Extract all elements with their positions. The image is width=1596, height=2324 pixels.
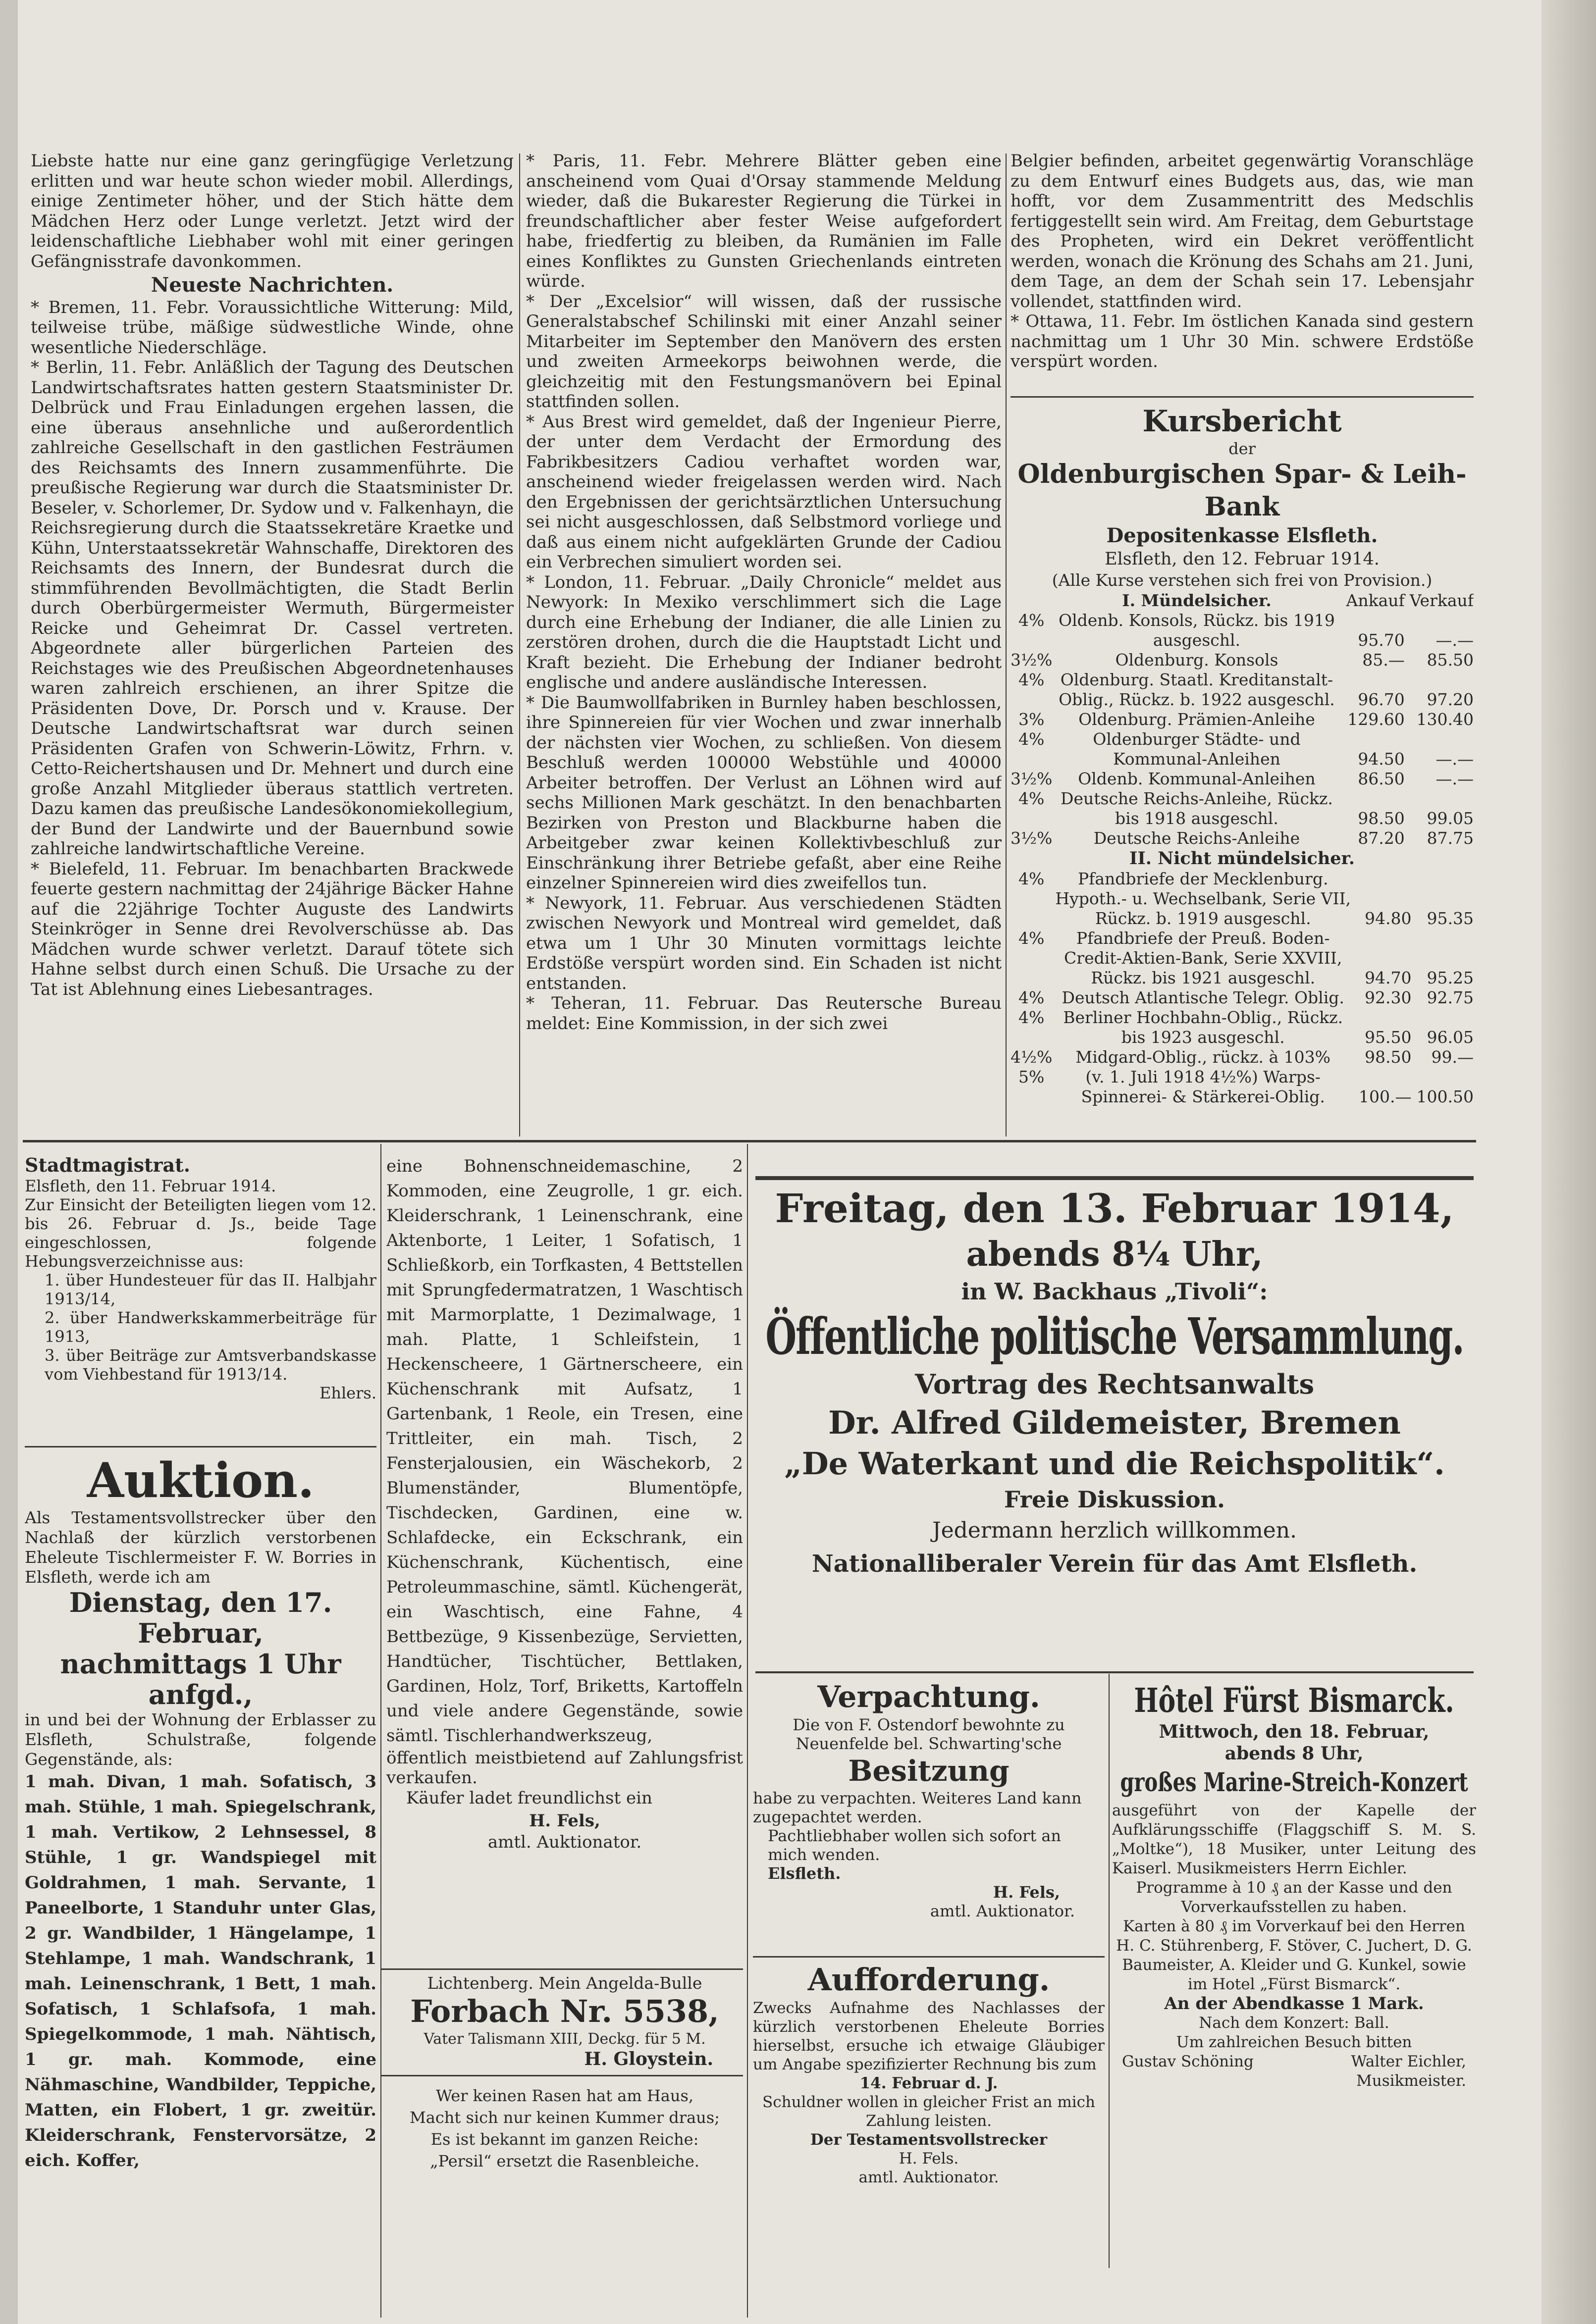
bismarck-text: Programme à 10 ₰ an der Kasse und den Vorverkaufsstellen zu haben. — [1136, 1879, 1452, 1916]
kursbericht-box — [1011, 404, 1474, 1139]
bismarck-text: Um zahlreichen Besuch bitten — [1176, 2033, 1412, 2051]
rate-cell: 3½% — [1011, 769, 1053, 788]
aufforderung-signature: Der Testamentsvollstrecker — [810, 2131, 1048, 2149]
sell-cell: —.— — [1436, 630, 1474, 650]
name-cell: Pfandbriefe der Preuß. Boden-Credit-Aktien-Bank, Serie XXVIII, Rückz. bis 1921 ausgeschl. — [1064, 929, 1342, 987]
section-heading: Neueste Nachrichten. — [151, 273, 394, 297]
aufforderung-title: Aufforderung. — [807, 1962, 1050, 1998]
sell-cell: 96.05 — [1427, 1028, 1474, 1047]
article-paris: * Paris, 11. Febr. Mehrere Blätter geben eine anscheinend vom Quai d'Orsay stammende Meldung wieder, daß die Bukarester Regierung die Türkei in freundschaftlicher aber fester Weise aufgefordert habe, friedfertig zu bleiben, da Rumänien im Falle eines Konfliktes zu Gunsten Griechenlands eintreten würde. — [526, 151, 1002, 291]
table-row — [1011, 789, 1474, 828]
name-cell: Oldenburg. Staatl. Kreditanstalt-Oblig., Rückz. b. 1922 ausgeschl. — [1059, 670, 1335, 709]
versammlung-subtitle: Vortrag des Rechtsanwalts — [915, 1368, 1314, 1400]
name-cell: Oldenburg. Konsols — [1115, 650, 1278, 670]
sell-cell: 92.75 — [1427, 988, 1474, 1007]
name-cell: Oldenb. Kommunal-Anleihen — [1078, 769, 1316, 788]
stadtmagistrat-notice — [25, 1154, 376, 1441]
rate-cell: 4% — [1018, 611, 1045, 630]
right-page-edge — [1542, 0, 1596, 2324]
auktion-items: 1 mah. Divan, 1 mah. Sofatisch, 3 mah. Stühle, 1 mah. Spiegelschrank, 1 mah. Vertikow, 2 Lehnsessel, 8 Stühle, 1 gr. Wandspiegel mit Goldrahmen, 1 mah. Servante, 1 Paneelborte, 1 Standuhr unter Glas, 2 gr. Wandbilder, 1 Hängelampe, 1 Stehlampe, 1 mah. Wandschrank, 1 mah. Leinenschrank, 1 Bett, 1 mah. Sofatisch, 1 Schlafsofa, 1 mah. Spiegelkommode, 1 mah. Nähtisch, 1 gr. mah. Kommode, eine Nähmaschine, Wandbilder, Teppiche, Matten, ein Flobert, 1 gr. zweitür. Kleiderschrank, Fenstervorsätze, 2 eich. Koffer, — [25, 1772, 376, 2170]
forbach-ad — [386, 1973, 743, 2070]
versammlung-title: Öffentliche politische Versammlung. — [765, 1306, 1464, 1366]
divider — [381, 1968, 743, 1970]
article-bremen: * Bremen, 11. Febr. Voraussichtliche Witterung: Mild, teilweise trübe, mäßige südwestliche Winde, ohne wesentliche Niederschläge. — [31, 297, 514, 358]
kurs-bank: Oldenburgischen Spar- & Leih-Bank — [1017, 459, 1467, 522]
auktion-ad-continued — [386, 1154, 743, 1966]
bismarck-text: ausgeführt von der Kapelle der Aufklärungsschiffe (Flaggschiff S. M. S. „Moltke“), 18 Musiker, unter Leitung des Kaiserl. Musikmeisters Herrn Eichler. — [1112, 1802, 1476, 1877]
news-column-2 — [526, 151, 1002, 1136]
buy-cell: 96.70 — [1358, 690, 1405, 709]
kurs-note: (Alle Kurse verstehen sich frei von Provision.) — [1052, 570, 1433, 590]
article-burnley: * Die Baumwollfabriken in Burnley haben beschlossen, ihre Spinnereien für vier Wochen und zwar innerhalb der nächsten vier Wochen, zu schließen. Von diesem Beschluß werden 100000 Webstühle und 40000 Arbeiter betroffen. Der Verlust an Löhnen wird auf sechs Millionen Mark geschätzt. In den benachbarten Bezirken von Preston und Blackburne haben die Arbeitgeber zwar keinen Kollektivbeschluß zur Einschränkung ihrer Betriebe gefaßt, aber eine Reihe einzelner Spinnereien wird dies zweifellos tun. — [526, 692, 1002, 893]
persil-line: Es ist bekannt im ganzen Reiche: — [430, 2130, 699, 2149]
buy-cell: 95.70 — [1358, 630, 1405, 650]
sell-cell: 99.05 — [1427, 809, 1474, 828]
versammlung-ad — [755, 1184, 1474, 1664]
column-divider — [1109, 1674, 1110, 2268]
article-berlin: * Berlin, 11. Febr. Anläßlich der Tagung des Deutschen Landwirtschaftsrates hatten gestern Staatsminister Dr. Delbrück und Frau Einladungen ergehen lassen, die eine überaus ansehnliche und außerordentlich zahlreiche Gesellschaft in den gastlichen Festräumen des Reichsamts des Innern zusammenführte. Die preußische Regierung war durch die Staatsminister Dr. Beseler, v. Schorlemer, Dr. Sydow und v. Falkenhayn, die Reichsregierung durch die Staatssekretäre Kraetke und Kühn, Unterstaatssekretär Wahnschaffe, Direktoren des Reichsamts des Innern, der Bundesrat durch die stimmführenden Bevollmächtigten, die Stadt Berlin durch Oberbürgermeister Wermuth, Bürgermeister Reicke und Geheimrat Dr. Cassel vertreten. Abgeordnete aller bürgerlichen Parteien des Reichstages wie des Preußischen Abgeordnetenhauses waren zahlreich erschienen, an ihrer Spitze die Präsidenten Dove, Dr. Porsch und v. Krause. Der Deutsche Landwirtschaftsrat war durch seinen Präsidenten Grafen von Schwerin-Löwitz, Frhrn. v. Cetto-Reichertshausen und Dr. Mehnert und durch eine große Anzahl Mitglieder überaus stattlich vertreten. Dazu kamen das preußische Landesökonomiekollegium, der Bund der Landwirte und der Bauernbund sowie zahlreiche landwirtschaftliche Vereine. — [31, 358, 514, 859]
table-row — [1011, 611, 1474, 650]
auktion-invite: Käufer ladet freundlichst ein — [406, 1788, 652, 1808]
table-header — [1011, 591, 1474, 611]
versammlung-discussion: Freie Diskussion. — [1004, 1486, 1225, 1513]
signature-3: Musikmeister. — [1356, 2072, 1466, 2090]
buy-cell: 100.— — [1359, 1087, 1412, 1106]
article-ottawa: * Ottawa, 11. Febr. Im östlichen Kanada sind gestern nachmittag um 1 Uhr 30 Min. schwere Erdstöße verspürt worden. — [1011, 311, 1474, 371]
news-column-1 — [31, 151, 514, 1136]
kurs-table-2 — [1011, 869, 1474, 1107]
notice-heading: Stadtmagistrat. — [25, 1154, 190, 1176]
article-brest: * Aus Brest wird gemeldet, daß der Ingenieur Pierre, der unter dem Verdacht der Ermordung des Fabrikbesitzers Cadiou verhaftet worden war, anscheinend wieder freigelassen werden wird. Nach den Ergebnissen der gerichtsärztlichen Untersuchung sei nicht ausgeschlossen, daß Selbstmord vorliege und daß aus einem nicht aufgeklärten Grunde der Cadiou ein Verbrechen simuliert worden sei. — [526, 412, 1002, 572]
bismarck-time: abends 8 Uhr, — [1224, 1743, 1364, 1764]
rate-cell: 4% — [1018, 789, 1045, 808]
notice-item: 2. über Handwerkskammerbeiträge für 1913, — [45, 1308, 376, 1346]
sell-cell: 130.40 — [1416, 710, 1474, 729]
rate-cell: 3½% — [1011, 828, 1053, 848]
column-divider — [519, 154, 520, 1136]
buy-cell: 87.20 — [1358, 828, 1405, 848]
rate-cell: 4% — [1018, 988, 1045, 1007]
table-row — [1011, 1047, 1474, 1067]
table-row — [1011, 929, 1474, 988]
notice-signature: Ehlers. — [319, 1384, 376, 1402]
versammlung-date: Freitag, den 13. Februar 1914, — [775, 1185, 1454, 1232]
forbach-signature: H. Gloystein. — [584, 2049, 713, 2069]
forbach-title: Forbach Nr. 5538, — [410, 1993, 719, 2029]
verpachtung-text: Pachtliebhaber wollen sich sofort an mich wenden. — [768, 1826, 1062, 1864]
table-row — [1011, 828, 1474, 848]
verpachtung-place: Elsfleth. — [768, 1864, 841, 1883]
bismarck-text: Karten à 80 ₰ im Vorverkauf bei den Herren H. C. Stührenberg, F. Stöver, C. Juchert, D. G. Baumeister, A. Kleider und G. Kunkel, sowie im Hotel „Fürst Bismarck“. — [1116, 1917, 1472, 1993]
section-label: I. Mündelsicher. — [1122, 591, 1272, 610]
rate-cell: 4% — [1018, 670, 1045, 689]
buy-cell: 94.70 — [1365, 968, 1412, 987]
versammlung-welcome: Jedermann herzlich willkommen. — [932, 1518, 1297, 1543]
col-buy-header: Ankauf — [1346, 591, 1405, 610]
divider — [381, 2075, 743, 2076]
sell-cell: 85.50 — [1427, 650, 1474, 670]
sell-cell: —.— — [1436, 749, 1474, 769]
verpachtung-signature: H. Fels, — [993, 1883, 1060, 1902]
versammlung-time: abends 8¼ Uhr, — [966, 1235, 1263, 1274]
table-row — [1011, 710, 1474, 729]
forbach-line: Vater Talismann XIII, Deckg. für 5 M. — [424, 2030, 706, 2048]
auktion-time: nachmittags 1 Uhr anfgd., — [60, 1648, 341, 1710]
name-cell: Deutsch Atlantische Telegr. Oblig. — [1062, 988, 1344, 1007]
auktion-role: amtl. Auktionator. — [487, 1832, 642, 1852]
kurs-date: Elsfleth, den 12. Februar 1914. — [1105, 549, 1380, 569]
table-row — [1011, 988, 1474, 1008]
signature-1: Gustav Schöning — [1122, 2053, 1254, 2070]
auktion-location: in und bei der Wohnung der Erblasser zu Elsfleth, Schulstraße, folgende Gegenstände, als: — [25, 1710, 376, 1769]
buy-cell: 94.80 — [1365, 909, 1412, 928]
bismarck-signatures — [1112, 2052, 1476, 2071]
auktion-terms: öffentlich meistbietend auf Zahlungsfrist verkaufen. — [386, 1748, 743, 1788]
divider — [25, 1446, 376, 1447]
sell-cell: 100.50 — [1416, 1087, 1474, 1106]
auktion-signature: H. Fels, — [529, 1811, 600, 1831]
persil-line: Macht sich nur keinen Kummer draus; — [410, 2108, 720, 2127]
name-cell: Midgard-Oblig., rückz. à 103% — [1075, 1047, 1330, 1067]
table-row — [1011, 670, 1474, 710]
horizontal-rule — [23, 1140, 1476, 1142]
divider — [753, 1956, 1105, 1958]
verpachtung-object: Besitzung — [848, 1754, 1010, 1788]
notice-item: 1. über Hundesteuer für das II. Halbjahr 1913/14, — [45, 1271, 376, 1308]
auktion-items-cont: eine Bohnenschneidemaschine, 2 Kommoden, eine Zeugrolle, 1 gr. eich. Kleiderschrank, 1 Leinenschrank, eine Aktenborte, 1 Leiter, 1 Sofatisch, 1 Schließkorb, ein Torfkasten, 4 Bettstellen mit Sprungfedermatratzen, 1 Waschtisch mit Marmorplatte, 1 Dezimalwage, 1 mah. Platte, 1 Schleifstein, 1 Heckenscheere, 1 Gärtnerscheere, ein Küchenschrank mit Aufsatz, 1 Gartenbank, 1 Reole, ein Tresen, eine Trittleiter, ein mah. Tisch, 2 Fensterjalousien, ein Wäschekorb, 2 Blumenständer, Blumentöpfe, Tischdecken, Gardinen, eine w. Schlafdecke, ein Eckschrank, ein Küchenschrank, Küchentisch, eine Petroleummaschine, sämtl. Küchengerät, ein Waschtisch, eine Fahne, 4 Bettbezüge, 9 Kissenbezüge, Servietten, Handtücher, Tischtücher, Bettlaken, Gardinen, Holz, Torf, Briketts, Kartoffeln und viele andere Gegenstände, sowie sämtl. Tischlerhandwerkszeug, — [386, 1156, 743, 1746]
auktion-date: Dienstag, den 17. Februar, — [69, 1587, 332, 1649]
buy-cell: 129.60 — [1347, 710, 1405, 729]
persil-line: „Persil“ ersetzt die Rasenbleiche. — [430, 2152, 699, 2170]
auktion-ad — [25, 1453, 376, 2315]
versammlung-speaker: Dr. Alfred Gildemeister, Bremen — [828, 1404, 1401, 1442]
verpachtung-text: Die von F. Ostendorf bewohnte zu Neuenfelde bel. Schwarting'sche — [793, 1715, 1065, 1753]
buy-cell: 95.50 — [1365, 1028, 1412, 1047]
notice-item: 3. über Beiträge zur Amtsverbandskasse vom Viehbestand für 1913/14. — [45, 1346, 376, 1384]
rate-cell: 4% — [1018, 1008, 1045, 1027]
verpachtung-text: habe zu verpachten. Weiteres Land kann zugepachtet werden. — [753, 1789, 1082, 1826]
name-cell: (v. 1. Juli 1918 4½%) Warps-Spinnerei- & Stärkerei-Oblig. — [1081, 1067, 1325, 1106]
sell-cell: —.— — [1436, 769, 1474, 788]
article-bielefeld: * Bielefeld, 11. Februar. Im benachbarten Brackwede feuerte gestern nachmittag der 24jährige Bäcker Hahne auf die 22jährige Tochter Auguste des Landwirts Steinkröger in Senne drei Revolverschüsse ab. Das Mädchen wurde schwer verletzt. Darauf tötete sich Hahne selbst durch einen Schuß. Die Ursache zu der Tat ist Ablehnung eines Liebesantrages. — [31, 859, 514, 999]
forbach-line: Lichtenberg. Mein Angelda-Bulle — [427, 1973, 702, 1993]
persil-ad — [386, 2085, 743, 2179]
name-cell: Deutsche Reichs-Anleihe — [1093, 828, 1300, 848]
name-cell: Pfandbriefe der Mecklenburg. Hypoth.- u. Wechselbank, Serie VII, Rückz. b. 1919 ausgeschl. — [1055, 869, 1351, 928]
buy-cell: 94.50 — [1358, 749, 1405, 769]
news-column-3 — [1011, 151, 1474, 384]
signature-2: Walter Eichler, — [1351, 2053, 1466, 2070]
table-row — [1011, 869, 1474, 929]
auktion-intro: Als Testamentsvollstrecker über den Nachlaß der kürzlich verstorbenen Eheleute Tischlermeister F. W. Borries in Elsfleth, werde ich am — [25, 1508, 376, 1587]
kurs-table-1 — [1011, 591, 1474, 848]
column-divider — [380, 1144, 381, 2318]
name-cell: Deutsche Reichs-Anleihe, Rückz. bis 1918 ausgeschl. — [1060, 789, 1333, 828]
versammlung-venue: in W. Backhaus „Tivoli“: — [961, 1278, 1268, 1305]
article-teheran-cont: Belgier befinden, arbeitet gegenwärtig Voranschläge zu dem Entwurf eines Budgets aus, das, wie man hofft, vor dem Zusammentritt des Medschlis fertiggestellt sein wird. Am Freitag, dem Geburtstage des Propheten, wird ein Dekret veröffentlicht werden, wonach die Krönung des Schahs am 21. Juni, dem Tage, an dem der Schah sein 17. Lebensjahr vollendet, stattfinden wird. — [1011, 151, 1474, 311]
rate-cell: 4% — [1018, 729, 1045, 749]
name-cell: Oldenburger Städte- und Kommunal-Anleihen — [1093, 729, 1301, 769]
bismarck-date: Mittwoch, den 18. Februar, — [1159, 1721, 1430, 1742]
bismarck-kasse: An der Abendkasse 1 Mark. — [1164, 1994, 1424, 2014]
left-page-edge — [0, 0, 18, 2324]
column-divider — [1006, 154, 1007, 1136]
rate-cell: 4% — [1018, 929, 1045, 948]
buy-cell: 92.30 — [1365, 988, 1412, 1007]
bismarck-konzert: großes Marine-Streich-Konzert — [1120, 1767, 1468, 1798]
bismarck-ad — [1112, 1681, 1476, 2275]
table-row — [1011, 1067, 1474, 1107]
article-teheran: * Teheran, 11. Februar. Das Reutersche Bureau meldet: Eine Kommission, in der sich zwei — [526, 993, 1002, 1033]
table-row — [1011, 769, 1474, 789]
rate-cell: 3½% — [1011, 650, 1053, 670]
bismarck-ball: Nach dem Konzert: Ball. — [1199, 2014, 1389, 2032]
auktion-title: Auktion. — [87, 1453, 315, 1508]
column-divider — [747, 1144, 748, 2318]
kurs-title: Kursbericht — [1142, 404, 1342, 439]
article-newyork: * Newyork, 11. Februar. Aus verschiedenen Städten zwischen Newyork und Montreal wird gemeldet, daß etwa um 1 Uhr 30 Minuten vormittags leichte Erdstöße verspürt worden sind. Ein Schaden ist nicht entstanden. — [526, 893, 1002, 993]
col-sell-header: Verkauf — [1409, 591, 1474, 610]
sell-cell: 87.75 — [1427, 828, 1474, 848]
aufforderung-role: amtl. Auktionator. — [858, 2169, 999, 2186]
table-row — [1011, 729, 1474, 769]
table-row — [1011, 1008, 1474, 1047]
border-top — [755, 1176, 1474, 1180]
name-cell: Oldenburg. Prämien-Anleihe — [1078, 710, 1315, 729]
aufforderung-text: Zwecks Aufnahme des Nachlasses der kürzlich verstorbenen Eheleute Borries hierselbst, ersuche ich etwaige Gläubiger um Angabe spezifizierter Rechnung bis zum — [753, 1999, 1105, 2073]
aufforderung-date: 14. Februar d. J. — [859, 2074, 998, 2092]
versammlung-organizer: Nationalliberaler Verein für das Amt Elsfleth. — [811, 1550, 1418, 1578]
divider — [1011, 396, 1474, 398]
rate-cell: 4% — [1018, 869, 1045, 888]
verpachtung-role: amtl. Auktionator. — [930, 1902, 1075, 1920]
aufforderung-ad — [753, 1961, 1105, 2258]
notice-date: Elsfleth, den 11. Februar 1914. — [25, 1177, 276, 1195]
divider — [755, 1671, 1474, 1673]
buy-cell: 85.— — [1362, 650, 1405, 670]
sell-cell: 99.— — [1431, 1047, 1474, 1067]
name-cell: Oldenb. Konsols, Rückz. bis 1919 ausgeschl. — [1059, 611, 1335, 650]
article-london: * London, 11. Februar. „Daily Chronicle“ meldet aus Newyork: In Mexiko verschlimmert sich die Lage durch eine Erhebung der Indianer, die alle Linien zu zerstören drohen, durch die die Hauptstadt Licht und Kraft bezieht. Die Erhebung der Indianer bedroht englische und andere ausländische Interessen. — [526, 572, 1002, 692]
sell-cell: 97.20 — [1427, 690, 1474, 709]
rate-cell: 5% — [1018, 1067, 1045, 1086]
buy-cell: 86.50 — [1358, 769, 1405, 788]
sell-cell: 95.35 — [1427, 909, 1474, 928]
rate-cell: 3% — [1018, 710, 1045, 729]
rate-cell: 4½% — [1011, 1047, 1053, 1067]
notice-text: Zur Einsicht der Beteiligten liegen vom 12. bis 26. Februar d. Js., beide Tage eingeschlossen, folgende Hebungsverzeichnisse aus: — [25, 1195, 376, 1271]
aufforderung-text: Schuldner wollen in gleicher Frist an mich Zahlung leisten. — [762, 2093, 1095, 2130]
verpachtung-ad — [753, 1679, 1105, 1956]
versammlung-topic: „De Waterkant und die Reichspolitik“. — [784, 1446, 1445, 1482]
bismarck-title: Hôtel Fürst Bismarck. — [1134, 1681, 1454, 1720]
section-label: II. Nicht mündelsicher. — [1129, 848, 1355, 869]
verpachtung-title: Verpachtung. — [817, 1680, 1040, 1714]
buy-cell: 98.50 — [1358, 809, 1405, 828]
name-cell: Berliner Hochbahn-Oblig., Rückz. bis 1923 ausgeschl. — [1063, 1008, 1343, 1047]
buy-cell: 98.50 — [1365, 1047, 1412, 1067]
persil-line: Wer keinen Rasen hat am Haus, — [435, 2086, 694, 2105]
article-continuation: Liebste hatte nur eine ganz geringfügige Verletzung erlitten und war heute schon wieder mobil. Allerdings, einige Zentimeter höher, und der Stich hätte dem Mädchen Herz oder Lunge verletzt. Jetzt wird der leidenschaftliche Liebhaber wohl mit einer geringen Gefängnisstrafe davonkommen. — [31, 151, 514, 271]
sell-cell: 95.25 — [1427, 968, 1474, 987]
aufforderung-name: H. Fels. — [899, 2150, 959, 2168]
table-row — [1011, 650, 1474, 670]
kurs-depot: Depositenkasse Elsfleth. — [1106, 524, 1378, 547]
article-excelsior: * Der „Excelsior“ will wissen, daß der russische Generalstabschef Schilinski mit einer Anzahl seiner Mitarbeiter im September den Manövern des ersten und zweiten Armeekorps beiwohnen werde, die gleichzeitig mit den Festungsmanövern bei Epinal stattfinden sollen. — [526, 291, 1002, 412]
kurs-der: der — [1228, 439, 1256, 458]
